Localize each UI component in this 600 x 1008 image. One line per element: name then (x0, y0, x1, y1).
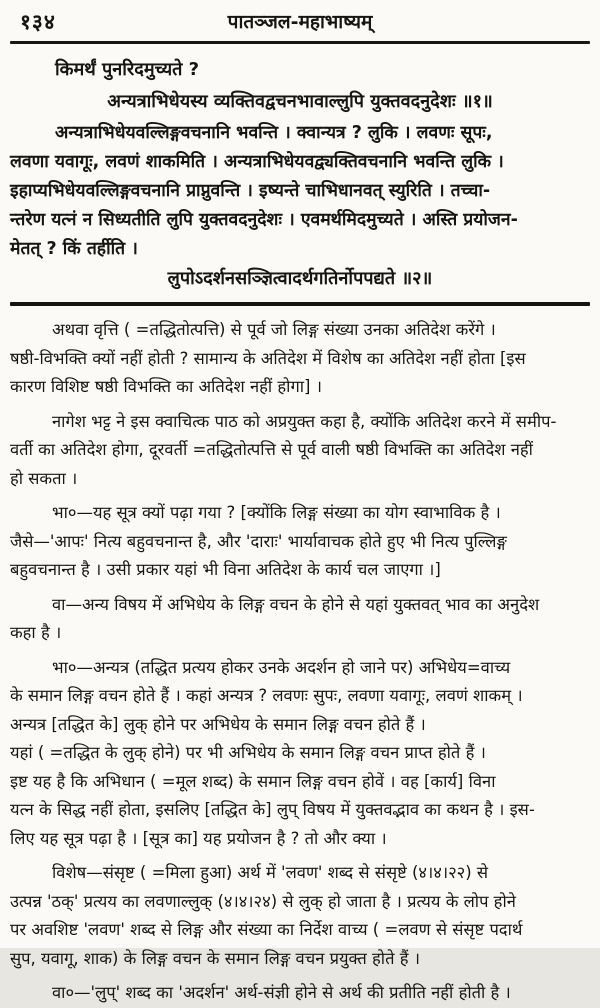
bhashya-line: न्तरेण यत्नं न सिध्यतीति लुपि युक्तवदनुदेशः । एवमर्थमिदमुच्यते । अस्ति प्रयोजन- (10, 210, 518, 230)
commentary-line: वा०—'लुप्' शब्द का 'अदर्शन' अर्थ-संज्ञी होने से अर्थ की प्रतीति नहीं होती है । (52, 983, 511, 1002)
commentary-line: यत्न के सिद्ध नहीं होता, इसलिए [तद्धित के] लुप् विषय में युक्तवद्भाव का कथन है । इस- (10, 800, 535, 819)
commentary-line: लिए यह सूत्र पढ़ा है । [सूत्र का] यह प्रयोजन है ? तो और क्या । (10, 828, 387, 848)
commentary-line: षष्ठी-विभक्ति क्यों नहीं होती ? सामान्य के अतिदेश में विशेष का अतिदेश नहीं होता [इस (10, 348, 526, 368)
commentary-line: उत्पन्न 'ठक्' प्रत्यय का लवणाल्लुक् (४।४।२४) से लुक् हो जाता है । प्रत्यय के लोप होने (10, 891, 516, 911)
commentary-line: नागेश भट्ट ने इस क्वाचित्क पाठ को अप्रयुक्त कहा है, क्योंकि अतिदेश करने में समीप- (52, 411, 557, 431)
commentary-line: यहां ( =तद्धित के लुक् होने) पर भी अभिधेय के समान लिङ्ग वचन प्राप्त होते हैं । (10, 743, 486, 762)
commentary-paragraph (10, 408, 590, 494)
commentary-line: अथवा वृत्ति ( =तद्धितोत्पत्ति) से पूर्व जो लिङ्ग संख्या उनका अतिदेश करेंगे । (52, 320, 496, 339)
commentary-line: वा—अन्य विषय में अभिधेय के लिङ्ग वचन के होने से यहां युक्तवत् भाव का अनुदेश (52, 594, 540, 614)
commentary-line: जैसे—'आपः' नित्य बहुवचनान्त है, और 'दाराः' भार्यावाचक होते हुए भी नित्य पुल्लिङ्ग (10, 531, 507, 551)
page-header (10, 6, 590, 38)
commentary-line: बहुवचनान्त है । उसी प्रकार यहां भी विना अतिदेश के कार्य चल जाएगा ।] (10, 560, 441, 579)
header-rule (10, 41, 590, 44)
bhashya-text (10, 119, 590, 264)
commentary-line: हो सकता । (10, 468, 78, 488)
commentary-paragraph (10, 859, 590, 973)
commentary-paragraph (10, 316, 590, 402)
commentary-paragraph (10, 979, 590, 1008)
hindi-commentary-section (10, 316, 590, 1008)
page-title: पातञ्जल-महाभाष्यम् (227, 11, 373, 33)
vartika-1: अन्यत्राभिधेयस्य व्यक्तिवद्वचनभावाल्लुपि युक्तवदनुदेशः ॥१॥ (107, 91, 493, 112)
bhashya-line: इहाप्यभिधेयवल्लिङ्गवचनानि प्राप्नुवन्ति । इष्यन्ते चाभिधानवत् स्युरिति । तच्चा- (10, 181, 491, 201)
sanskrit-section (10, 57, 590, 292)
bhashya-line: मेतत् ? किं तर्हीति । (10, 239, 138, 259)
page-number: १३४ (20, 10, 56, 34)
commentary-line: अन्यत्र [तद्धित के] लुक् होने पर अभिधेय के समान लिङ्ग वचन होते हैं । (10, 714, 426, 734)
commentary-paragraph (10, 654, 590, 854)
section-divider-rule (10, 302, 590, 306)
commentary-line: विशेष—संसृष्ट ( =मिला हुआ) अर्थ में 'लवण' शब्द से संसृष्टे (४।४।२२) से (52, 863, 489, 882)
commentary-line: कहा है । (10, 623, 62, 642)
commentary-line: भा०—यह सूत्र क्यों पढ़ा गया ? [क्योंकि लिङ्ग संख्या का योग स्वाभाविक है । (52, 503, 501, 522)
commentary-line: भा०—अन्यत्र (तद्धित प्रत्यय होकर उनके अदर्शन हो जाने पर) अभिधेय=वाच्य (52, 657, 511, 677)
commentary-line: पर अवशिष्ट 'लवण' शब्द से लिङ्ग और संख्या का निर्देश वाच्य ( =लवण से संसृष्ट पदार्थ (10, 920, 523, 939)
commentary-line: इष्ट यह है कि अभिधान ( =मूल शब्द) के समान लिङ्ग वचन होवें । वह [कार्य] विना (10, 771, 496, 791)
commentary-paragraph (10, 499, 590, 585)
vartika-2: लुपोऽदर्शनसञ्ज्ञित्वादर्थगतिर्नोपपद्यते ॥२॥ (167, 268, 433, 289)
commentary-line: कारण विशिष्ट षष्ठी विभक्ति का अतिदेश नहीं होगा] । (10, 377, 322, 396)
commentary-line: के समान लिङ्ग वचन होते हैं । कहां अन्यत्र ? लवणः सुपः, लवणा यवागूः, लवणं शाकम् । (10, 686, 523, 705)
bhashya-line: अन्यत्राभिधेयवल्लिङ्गवचनानि भवन्ति । क्वान्यत्र ? लुकि । लवणः सूपः, (55, 123, 493, 143)
commentary-paragraph (10, 591, 590, 648)
bhashya-line: लवणा यवागूः, लवणं शाकमिति । अन्यत्राभिधेयवद्व्यक्तिवचनानि भवन्ति लुकि । (10, 152, 504, 172)
commentary-line: सुप, यवागू, शाक) के लिङ्ग वचन के समान लिङ्ग वचन प्रयुक्त होते हैं । (10, 948, 420, 968)
bhashya-question: किमर्थं पुनरिदमुच्यते ? (55, 59, 200, 80)
commentary-line: वर्ती का अतिदेश होगा, दूरवर्ती =तद्धितोत्पत्ति से पूर्व वाली षष्ठी विभक्ति का अतिदेश नहीं (10, 440, 533, 459)
